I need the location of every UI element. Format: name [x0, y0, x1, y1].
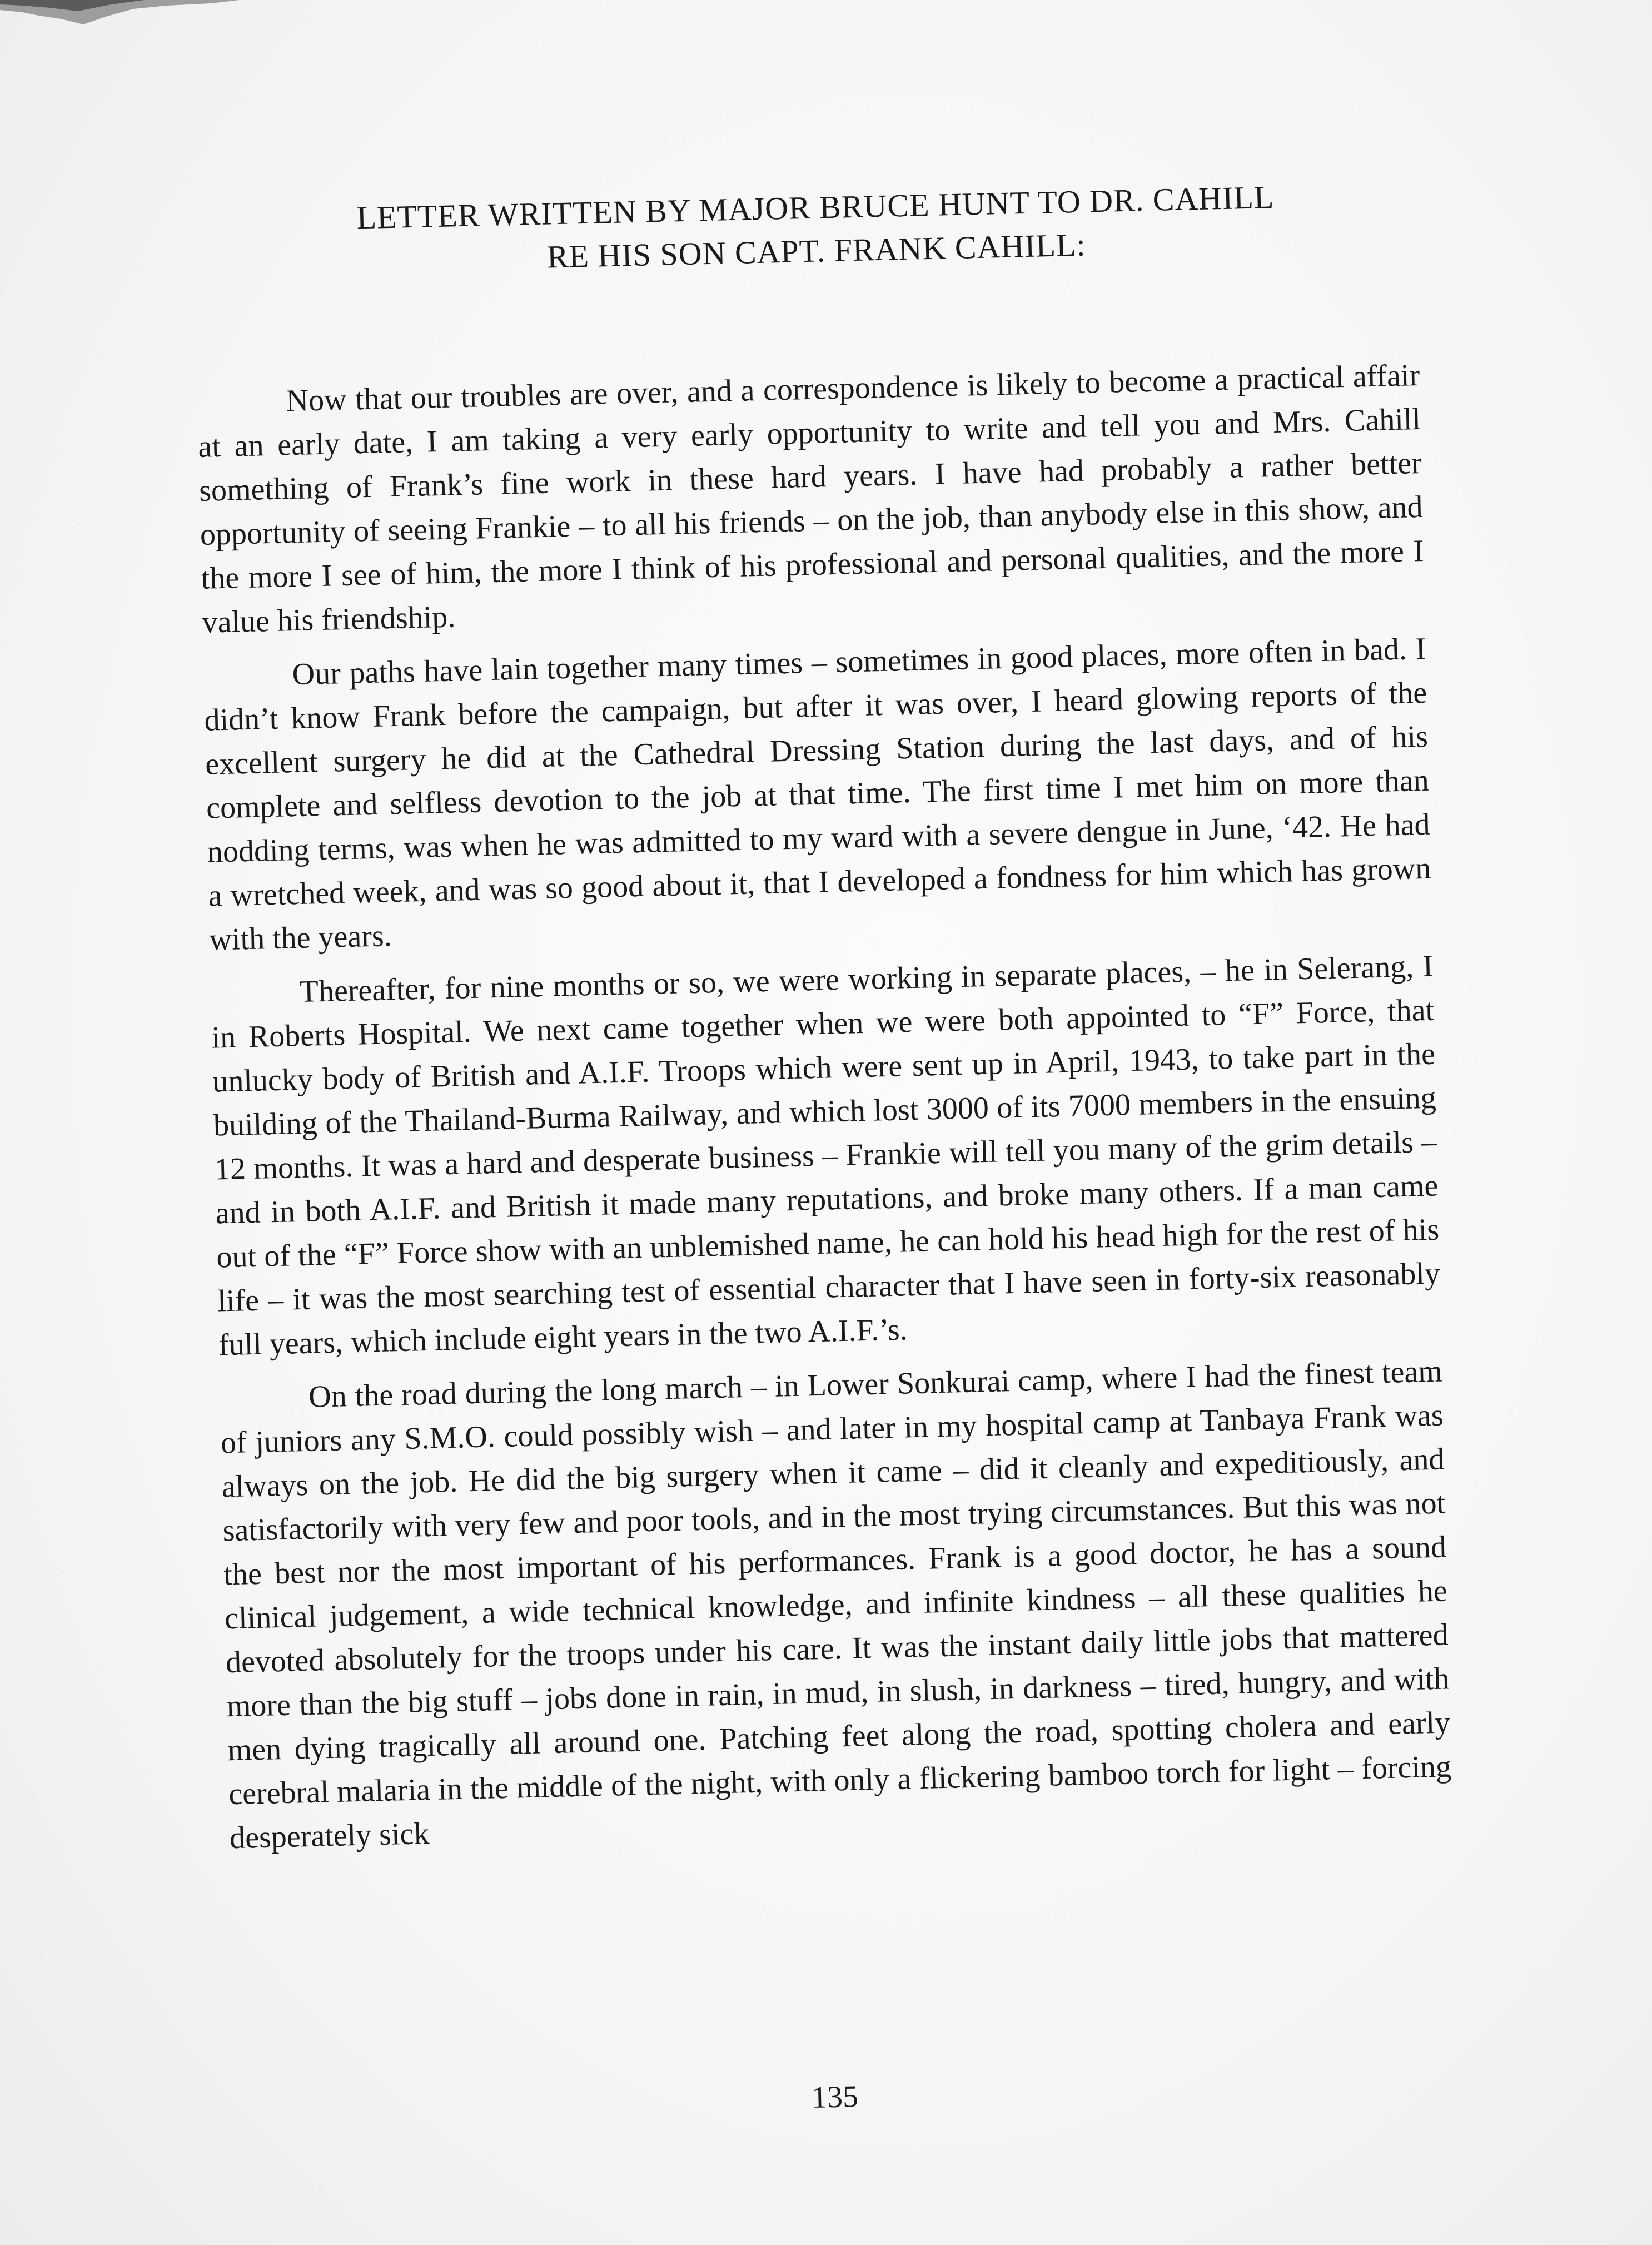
- paragraph: Thereafter, for nine months or so, we were working in separate places, – he in Selerang, I in Roberts Hospital. We next came together when we were both appointed to “F” Force, that unlucky body of British and A.I.F. Troops which were sent up in April, 1943, to take part in the building of the Thailand-Burma Railway, and which lost 3000 of its 7000 members in the ensuing 12 months. It was a hard and desperate business – Frankie will tell you many of the grim details – and in both A.I.F. and British it made many reputations, and broke many others. If a man came out of the “F” Force show with an unblemished name, he can hold his head high for the rest of his life – it was the most searching test of essential character that I have seen in forty-six reasonably full years, which include eight years in the two A.I.F.’s.: [211, 948, 1441, 1363]
- page-number: 135: [811, 2079, 859, 2115]
- title-line-2: RE HIS SON CAPT. FRANK CAHILL:: [546, 226, 1087, 275]
- letter-title: [192, 172, 1417, 287]
- scan-edge-smudge: [0, 0, 239, 33]
- paragraph: Now that our troubles are over, and a correspondence is likely to become a practical affair at an early date, I am taking a very early opportunity to write and tell you and Mrs. Cahill something of Frank’s fine work in these hard years. I have had probably a rather better opportunity of seeing Frankie – to all his friends – on the job, than anybody else in this show, and the more I see of him, the more I think of his professional and personal qualities, and the more I value his friendship.: [197, 357, 1424, 640]
- title-line-1: LETTER WRITTEN BY MAJOR BRUCE HUNT TO DR. CAHILL: [356, 178, 1275, 236]
- paragraph: On the road during the long march – in Lower Sonkurai camp, where I had the finest team of juniors any S.M.O. could possibly wish – and later in my hospital camp at Tanbaya Frank was always on the job. He did the big surgery when it came – did it cleanly and expeditiously, and satisfactorily with very few and poor tools, and in the most trying circumstances. But this was not the best nor the most important of his performances. Frank is a good doctor, he has a sound clinical judgement, a wide technical knowledge, and infinite kindness – all these qualities he devoted absolutely for the troops under his care. It was the instant daily little jobs that mattered more than the big stuff – jobs done in rain, in mud, in slush, in darkness – tired, hungry, and with men dying tragically all around one. Patching feet along the road, spotting cholera and early cerebral malaria in the middle of the night, with only a flickering bamboo torch for light – forcing desperately sick: [220, 1354, 1452, 1856]
- letter-body: [197, 354, 1453, 1860]
- paragraph: Our paths have lain together many times – sometimes in good places, more often in bad. I didn’t know Frank before the campaign, but after it was over, I heard glowing reports of the excellent surgery he did at the Cathedral Dressing Station during the last days, and of his complete and selfless devotion to the job at that time. The first time I met him on more than nodding terms, was when he was admitted to my ward with a severe dengue in June, ‘42. He had a wretched week, and was so good about it, that I developed a fondness for him which has grown with the years.: [203, 631, 1431, 957]
- letter-content: [192, 139, 1453, 1870]
